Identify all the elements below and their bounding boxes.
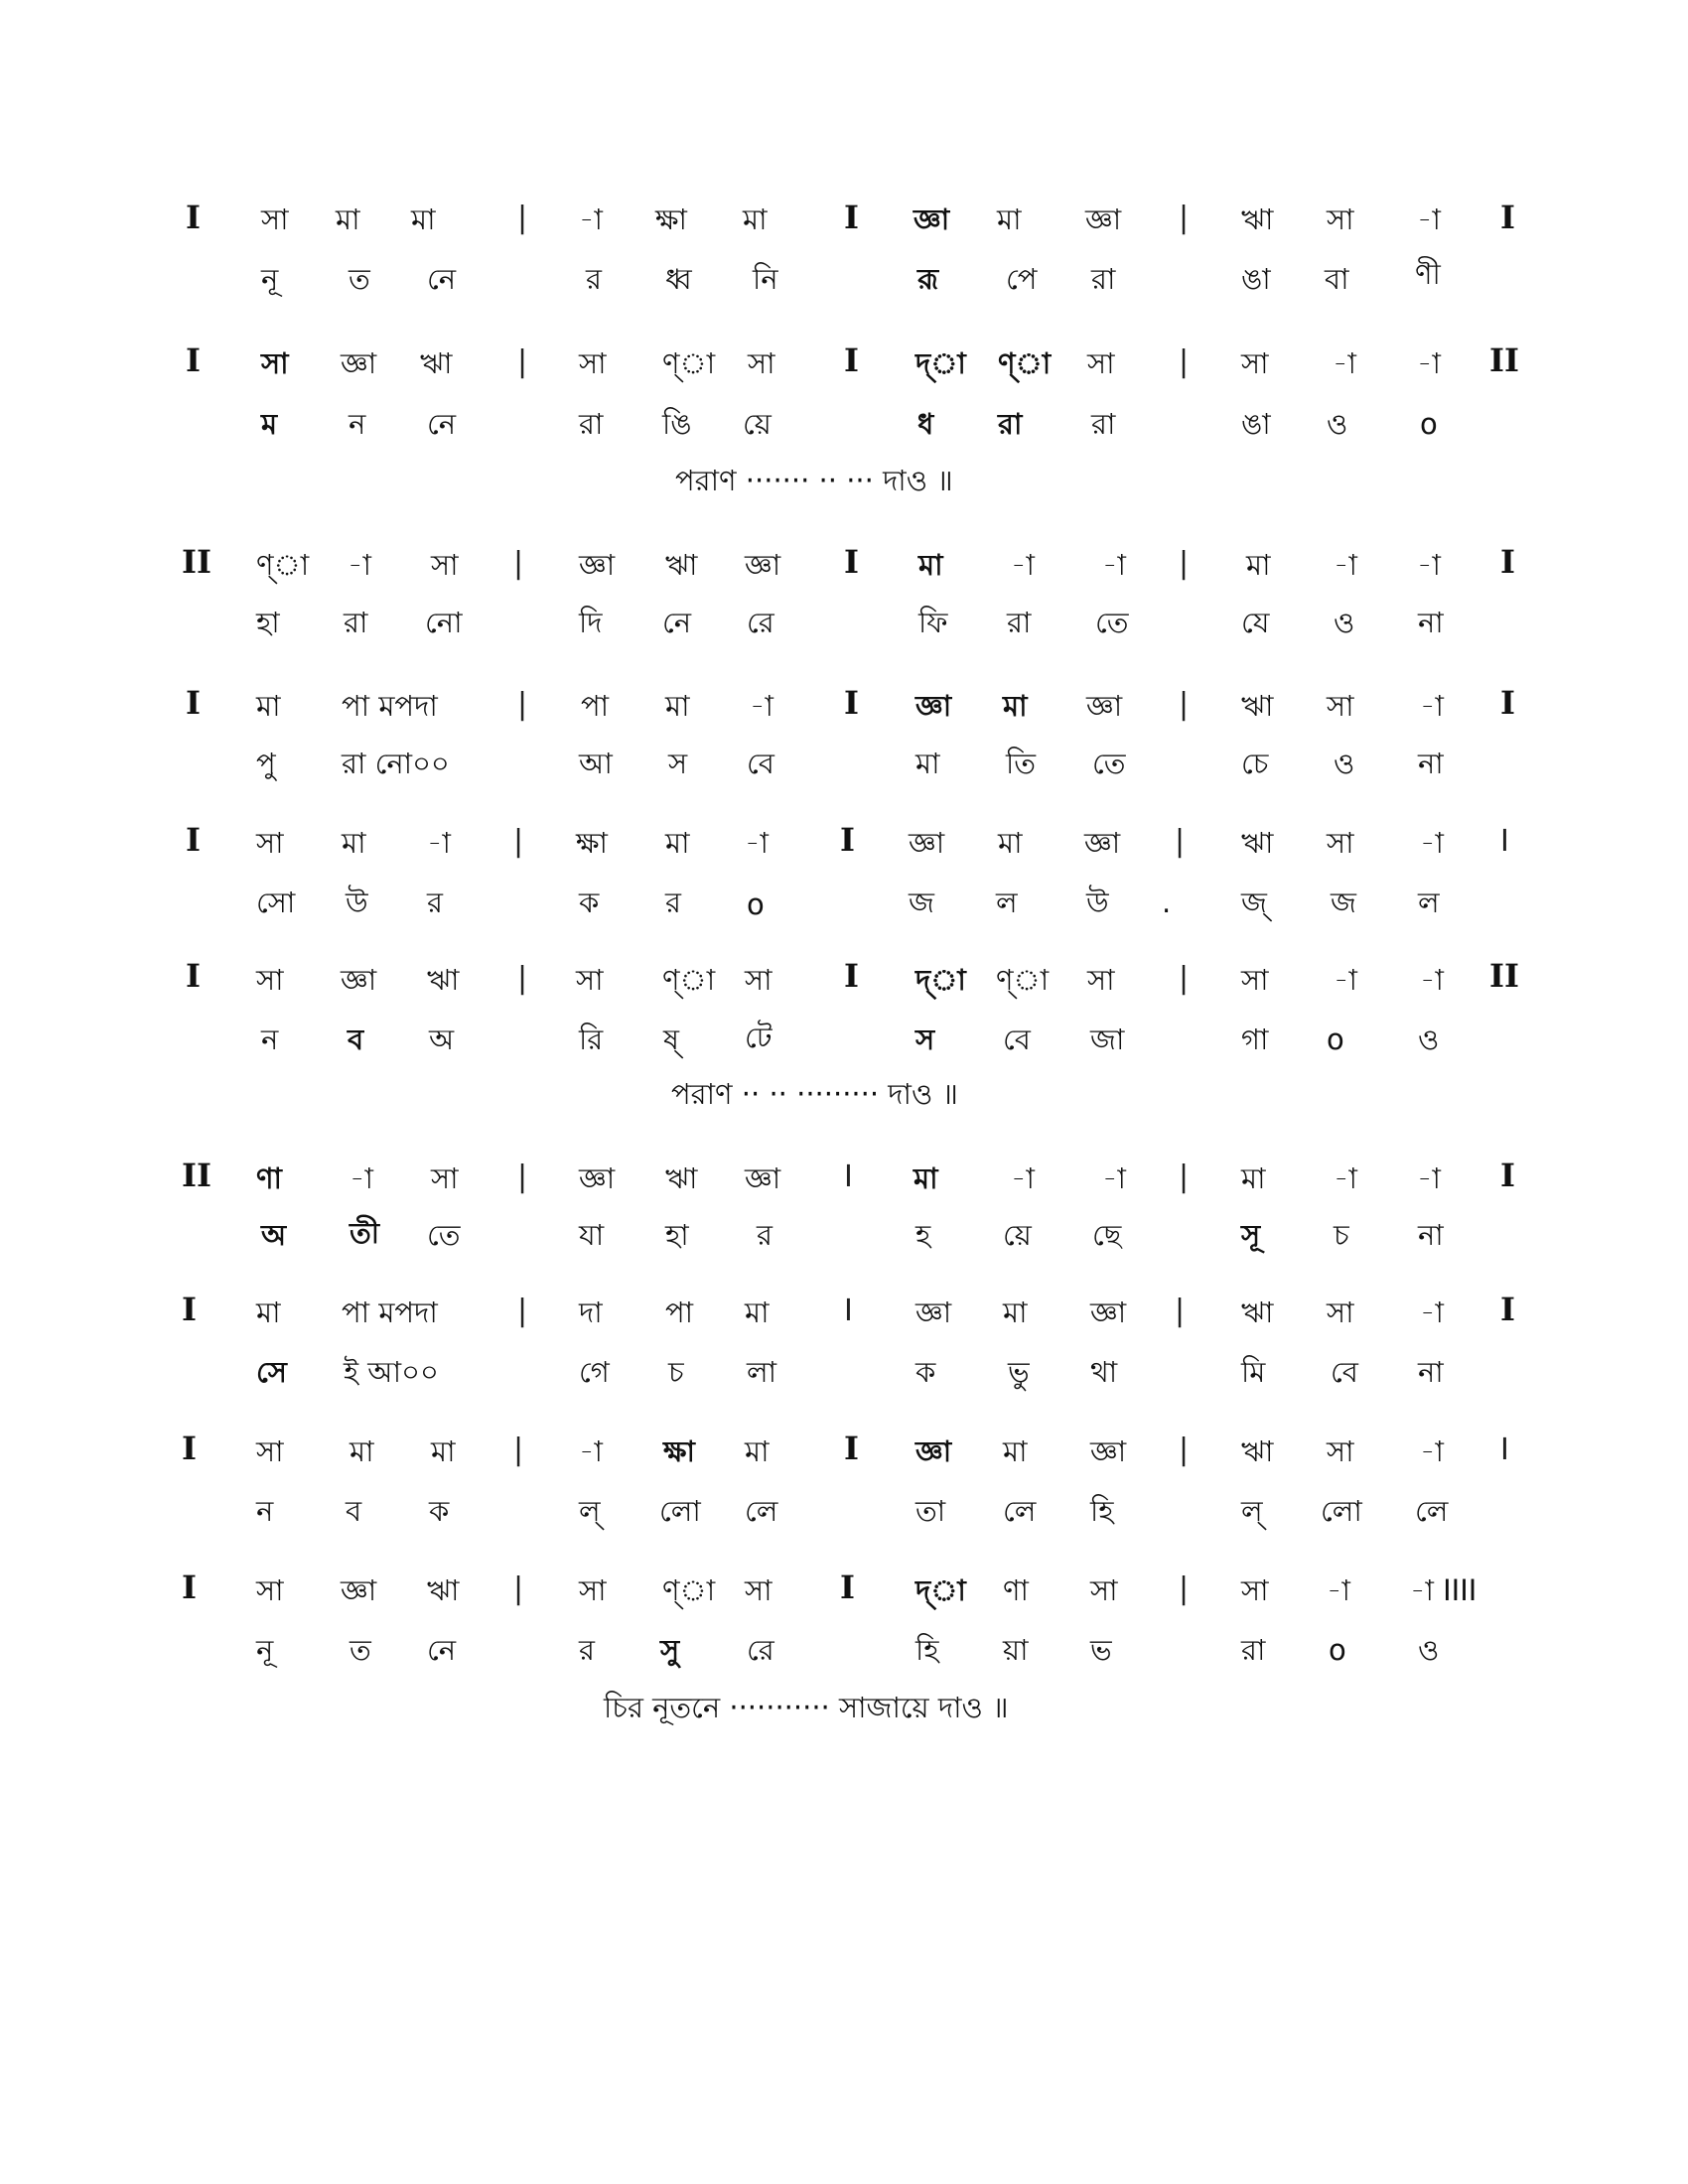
- swara-note: দ্া: [915, 1573, 966, 1607]
- lyric-syllable: রা: [1091, 262, 1116, 296]
- lyric-syllable: জ: [1331, 886, 1356, 919]
- bar-line: I: [1500, 1433, 1509, 1467]
- bar-line: I: [844, 543, 859, 581]
- lyric-syllable: বে: [1003, 1023, 1031, 1056]
- swara-note: ঋা: [1241, 1296, 1274, 1329]
- swara-note: মা: [1003, 1296, 1028, 1329]
- lyric-syllable: রা: [998, 407, 1023, 441]
- swara-note: সা: [579, 1573, 607, 1607]
- lyric-syllable: ও: [1418, 1023, 1440, 1056]
- lyric-syllable: র: [586, 262, 602, 296]
- beat-divider: |: [513, 1571, 524, 1606]
- lyric-syllable: ক: [579, 886, 600, 919]
- swara-note: মা: [336, 203, 360, 236]
- swara-note: মা: [918, 548, 943, 582]
- beat-divider: |: [513, 546, 524, 581]
- swara-note: সা: [1241, 1573, 1269, 1607]
- swara-note: -া: [1420, 1434, 1444, 1468]
- swara-note: সা: [256, 826, 284, 860]
- lyric-syllable: চ: [1334, 1218, 1349, 1252]
- swara-note: -া: [579, 1434, 603, 1468]
- swara-note: জ্ঞা: [915, 689, 952, 723]
- lyric-syllable: ও: [1334, 606, 1355, 639]
- swara-note: জ্ঞা: [745, 1161, 781, 1195]
- lyric-syllable: রি: [579, 1023, 604, 1056]
- lyric-syllable: o: [1420, 407, 1438, 441]
- swara-note: ঋা: [420, 346, 453, 380]
- lyric-syllable: o: [1329, 1633, 1346, 1667]
- swara-note: জ্ঞা: [909, 826, 945, 860]
- lyric-syllable: o: [1327, 1023, 1344, 1056]
- bar-line: I: [844, 341, 859, 379]
- swara-note: সা: [1241, 963, 1269, 997]
- swara-note: -া IIII: [1410, 1573, 1477, 1607]
- beat-divider: |: [1179, 201, 1190, 235]
- lyric-syllable: হ: [915, 1218, 931, 1252]
- swara-note: জ্ঞা: [1084, 826, 1121, 860]
- lyric-syllable: নে: [427, 1633, 457, 1667]
- bar-line: I: [186, 821, 201, 859]
- lyric-syllable: নে: [662, 606, 692, 639]
- swara-note: ক্ষা: [576, 826, 608, 860]
- lyric-syllable: বা: [1325, 262, 1349, 296]
- refrain-line: পরাণ ·· ·· ········· দাও ॥: [671, 1077, 958, 1111]
- swara-note: -া: [350, 1161, 373, 1195]
- bar-line: I: [1500, 199, 1515, 236]
- beat-divider: |: [1179, 961, 1190, 996]
- swara-note: -া: [1334, 548, 1357, 582]
- lyric-syllable: স: [915, 1023, 935, 1056]
- bar-line: II: [1489, 341, 1519, 379]
- beat-divider: |: [513, 1433, 524, 1467]
- swara-note: সা: [261, 203, 289, 236]
- lyric-syllable: নূ: [261, 262, 279, 296]
- lyric-syllable: লো: [1321, 1494, 1362, 1528]
- refrain-line: চির নূতনে ··········· সাজায়ে দাও ॥: [604, 1691, 1009, 1724]
- lyric-syllable: নে: [427, 262, 457, 296]
- lyric-syllable: ও: [1418, 1633, 1440, 1667]
- swara-note: মা: [914, 1161, 938, 1195]
- beat-divider: |: [517, 201, 528, 235]
- bar-line: I: [186, 957, 201, 995]
- swara-note: মা: [745, 1296, 770, 1329]
- lyric-syllable: যে: [1241, 606, 1270, 639]
- swara-note: জ্ঞা: [1090, 1296, 1127, 1329]
- lyric-syllable: র: [579, 1633, 595, 1667]
- swara-note: -া: [1334, 963, 1357, 997]
- lyric-syllable: য়ে: [1003, 1218, 1032, 1252]
- swara-note: দা: [579, 1296, 603, 1329]
- lyric-syllable: সূ: [1241, 1218, 1261, 1252]
- lyric-syllable: তে: [1092, 747, 1126, 780]
- lyric-syllable: ন: [349, 407, 366, 441]
- swara-note: দ্া: [915, 346, 966, 380]
- swara-note: -া: [750, 689, 774, 723]
- lyric-syllable: থা: [1090, 1355, 1118, 1389]
- swara-note: সা: [1241, 346, 1269, 380]
- lyric-syllable: ন: [261, 1023, 279, 1056]
- lyric-syllable: না: [1418, 1218, 1444, 1252]
- swara-note: সা: [576, 963, 604, 997]
- lyric-syllable: গা: [1241, 1023, 1269, 1056]
- swara-note: মা: [411, 203, 436, 236]
- swara-note: পা মপদা: [342, 1296, 438, 1329]
- lyric-syllable: র: [665, 886, 681, 919]
- swara-note: সা: [256, 963, 284, 997]
- lyric-syllable: রে: [747, 606, 774, 639]
- beat-divider: |: [1179, 1433, 1190, 1467]
- lyric-syllable: লা: [747, 1355, 777, 1389]
- swara-note: ণ্া: [256, 548, 310, 582]
- swara-note: জ্ঞা: [341, 963, 377, 997]
- bar-line: II: [182, 1157, 211, 1194]
- beat-divider: |: [517, 687, 528, 722]
- bar-line: I: [844, 957, 859, 995]
- swara-note: -া: [1334, 1161, 1357, 1195]
- lyric-syllable: ল্: [1241, 1494, 1263, 1528]
- lyric-syllable: ল: [996, 886, 1018, 919]
- swara-note: সা: [745, 1573, 773, 1607]
- swara-note: -া: [1417, 548, 1441, 582]
- bar-line: I: [844, 684, 859, 722]
- swara-note: সা: [1327, 689, 1354, 723]
- lyric-syllable: রে: [747, 1633, 774, 1667]
- swara-note: মা: [1246, 548, 1271, 582]
- lyric-syllable: হা: [256, 606, 280, 639]
- swara-note: -া: [1420, 963, 1444, 997]
- swara-note: জ্ঞা: [1085, 203, 1122, 236]
- lyric-syllable: তে: [427, 1218, 461, 1252]
- lyric-syllable: ফি: [918, 606, 948, 639]
- lyric-syllable: না: [1418, 1355, 1444, 1389]
- swara-note: সা: [261, 346, 289, 380]
- swara-note: -া: [1102, 1161, 1126, 1195]
- lyric-syllable: ল্: [579, 1494, 601, 1528]
- lyric-syllable: জ্: [1241, 886, 1267, 919]
- swara-note: সা: [431, 1161, 459, 1195]
- swara-note: মা: [256, 1296, 281, 1329]
- swara-note: মা: [256, 689, 281, 723]
- swara-note: ণা: [1003, 1573, 1029, 1607]
- swara-note: -া: [1327, 1573, 1350, 1607]
- beat-divider: |: [1179, 687, 1190, 722]
- swara-note: -া: [579, 203, 603, 236]
- lyric-syllable: ধ: [917, 407, 934, 441]
- lyric-syllable: পু: [256, 747, 276, 780]
- lyric-syllable: মা: [915, 747, 940, 780]
- swara-note: ণ্া: [662, 1573, 716, 1607]
- lyric-syllable: ব: [348, 1023, 364, 1056]
- bar-line: I: [1500, 1157, 1515, 1194]
- bar-line: I: [186, 199, 201, 236]
- lyric-syllable: ষ্: [663, 1023, 679, 1056]
- beat-divider: |: [517, 1294, 528, 1328]
- lyric-syllable: রা: [1091, 407, 1116, 441]
- lyric-syllable: নো: [425, 606, 463, 639]
- swara-note: জ্ঞা: [745, 548, 781, 582]
- lyric-syllable: ভু: [1008, 1355, 1030, 1389]
- beat-divider: |: [1175, 824, 1186, 859]
- swara-note: মা: [665, 826, 690, 860]
- lyric-syllable: রা: [1007, 606, 1032, 639]
- lyric-syllable: রা নো০০: [342, 747, 450, 780]
- bar-line: I: [1500, 684, 1515, 722]
- lyric-syllable: র: [427, 886, 443, 919]
- swara-note: ঋা: [1241, 826, 1274, 860]
- swara-note: জ্ঞা: [1086, 689, 1123, 723]
- bar-line: I: [186, 684, 201, 722]
- swara-note: সা: [256, 1573, 284, 1607]
- bar-line: I: [1500, 543, 1515, 581]
- lyric-syllable: উ: [1086, 886, 1109, 919]
- lyric-syllable: নে: [427, 407, 457, 441]
- swara-note: মা: [1241, 1161, 1266, 1195]
- swara-note: ঋা: [665, 548, 698, 582]
- lyric-syllable: উ: [346, 886, 368, 919]
- swara-note: -া: [1417, 203, 1441, 236]
- swara-note: মা: [745, 1434, 770, 1468]
- swara-note: পা মপদা: [342, 689, 438, 723]
- beat-divider: |: [1179, 1160, 1190, 1194]
- lyric-syllable: অ: [261, 1218, 287, 1252]
- lyric-syllable: চে: [1241, 747, 1269, 780]
- swara-note: জ্ঞা: [1090, 1434, 1127, 1468]
- swara-note: সা: [1327, 203, 1354, 236]
- swara-note: সা: [1327, 826, 1354, 860]
- lyric-syllable: ক: [915, 1355, 936, 1389]
- bar-line: I: [1500, 824, 1509, 859]
- swara-note: ঋা: [1241, 203, 1274, 236]
- swara-note: জ্ঞা: [914, 203, 950, 236]
- lyric-syllable: রা: [579, 407, 604, 441]
- lyric-syllable: অ: [429, 1023, 455, 1056]
- beat-divider: I: [844, 1160, 853, 1194]
- lyric-syllable: ই আ০০: [344, 1355, 439, 1389]
- lyric-syllable: ত: [350, 1633, 371, 1667]
- bar-line: I: [844, 199, 859, 236]
- lyric-syllable: ভ: [1090, 1633, 1112, 1667]
- lyric-syllable: .: [1162, 886, 1172, 919]
- swara-note: -া: [745, 826, 769, 860]
- swara-note: সা: [579, 346, 607, 380]
- lyric-syllable: পে: [1006, 262, 1038, 296]
- swara-note: মা: [665, 689, 690, 723]
- lyric-syllable: ক: [429, 1494, 450, 1528]
- swara-note: সা: [745, 963, 773, 997]
- lyric-syllable: বে: [1331, 1355, 1358, 1389]
- beat-divider: |: [1179, 546, 1190, 581]
- bar-line: I: [844, 1430, 859, 1467]
- swara-note: জ্ঞা: [579, 1161, 616, 1195]
- lyric-syllable: গে: [579, 1355, 610, 1389]
- lyric-syllable: মি: [1241, 1355, 1266, 1389]
- swara-note: জ্ঞা: [915, 1434, 952, 1468]
- swara-note: ণা: [256, 1161, 282, 1195]
- beat-divider: |: [513, 824, 524, 859]
- lyric-syllable: তী: [350, 1216, 380, 1250]
- swara-note: ঋা: [1241, 1434, 1274, 1468]
- lyric-syllable: ঙা: [1241, 407, 1271, 441]
- lyric-syllable: তি: [1006, 747, 1037, 780]
- lyric-syllable: সো: [256, 886, 296, 919]
- lyric-syllable: টে: [745, 1021, 773, 1054]
- swara-note: সা: [748, 346, 775, 380]
- bar-line: I: [840, 821, 855, 859]
- lyric-syllable: নূ: [256, 1633, 274, 1667]
- swara-note: -া: [1011, 548, 1035, 582]
- swara-note: সা: [1087, 346, 1115, 380]
- lyric-syllable: যা: [579, 1218, 605, 1252]
- lyric-syllable: ও: [1334, 747, 1355, 780]
- swara-note: -া: [1102, 548, 1126, 582]
- swara-note: দ্া: [915, 963, 966, 997]
- bar-line: I: [186, 341, 201, 379]
- lyric-syllable: লে: [1003, 1494, 1037, 1528]
- swara-note: ক্ষা: [655, 203, 687, 236]
- beat-divider: |: [517, 961, 528, 996]
- lyric-syllable: চ: [668, 1355, 684, 1389]
- swara-note: মা: [743, 203, 768, 236]
- lyric-syllable: ত: [349, 262, 370, 296]
- swara-note: ঋা: [1241, 689, 1274, 723]
- lyric-syllable: ঙা: [1241, 262, 1271, 296]
- lyric-syllable: জ: [909, 886, 934, 919]
- swara-note: ণ্া: [662, 346, 716, 380]
- swara-note: মা: [1003, 689, 1028, 723]
- swara-note: পা: [665, 1296, 694, 1329]
- swara-note: সা: [1090, 1573, 1118, 1607]
- bar-line: II: [1489, 957, 1519, 995]
- swara-note: জ্ঞা: [341, 346, 377, 380]
- swara-note: -া: [348, 548, 371, 582]
- swara-note: -া: [1417, 1161, 1441, 1195]
- lyric-syllable: ধ্ব: [665, 262, 692, 296]
- beat-divider: I: [844, 1294, 853, 1328]
- lyric-syllable: ছে: [1092, 1218, 1122, 1252]
- bar-line: I: [182, 1569, 197, 1606]
- swara-note: জ্ঞা: [915, 1296, 952, 1329]
- lyric-syllable: তা: [915, 1494, 946, 1528]
- lyric-syllable: আ: [579, 747, 613, 780]
- lyric-syllable: রূ: [917, 262, 939, 296]
- swara-note: ণ্া: [662, 963, 716, 997]
- lyric-syllable: ণী: [1415, 257, 1441, 291]
- swara-note: -া: [1417, 346, 1441, 380]
- lyric-syllable: হা: [665, 1218, 689, 1252]
- lyric-syllable: না: [1418, 606, 1444, 639]
- swara-note: মা: [431, 1434, 456, 1468]
- lyric-syllable: স: [668, 747, 688, 780]
- bar-line: I: [182, 1291, 197, 1328]
- swara-note: সা: [431, 548, 459, 582]
- beat-divider: |: [517, 344, 528, 379]
- swara-note: পা: [581, 689, 610, 723]
- refrain-line: পরাণ ······· ·· ··· দাও ॥: [675, 464, 953, 497]
- swara-note: সা: [256, 1434, 284, 1468]
- swara-note: ঋা: [427, 1573, 460, 1607]
- swara-note: ঋা: [665, 1161, 698, 1195]
- beat-divider: |: [1179, 1571, 1190, 1606]
- lyric-syllable: নি: [753, 262, 778, 296]
- swara-note: -া: [1420, 1296, 1444, 1329]
- swara-note: জ্ঞা: [341, 1573, 377, 1607]
- lyric-syllable: ন: [256, 1494, 274, 1528]
- lyric-syllable: হি: [1090, 1494, 1114, 1528]
- lyric-syllable: য়ে: [743, 407, 772, 441]
- swara-note: মা: [998, 826, 1023, 860]
- swara-note: ণ্া: [996, 963, 1050, 997]
- lyric-syllable: o: [747, 887, 765, 921]
- bar-line: II: [182, 543, 211, 581]
- swara-note: জ্ঞা: [579, 548, 616, 582]
- lyric-syllable: লে: [745, 1494, 778, 1528]
- lyric-syllable: রা: [344, 606, 368, 639]
- swara-note: ঋা: [427, 963, 460, 997]
- bar-line: I: [1500, 1291, 1515, 1328]
- swara-note: -া: [1333, 346, 1356, 380]
- swara-note: -া: [427, 826, 451, 860]
- swara-note: মা: [1003, 1434, 1028, 1468]
- swara-note: মা: [350, 1434, 374, 1468]
- lyric-syllable: সু: [660, 1633, 680, 1667]
- swara-note: -া: [1420, 826, 1444, 860]
- swara-note: সা: [1327, 1434, 1354, 1468]
- lyric-syllable: লে: [1415, 1494, 1449, 1528]
- lyric-syllable: ব: [346, 1494, 362, 1528]
- lyric-syllable: রা: [1241, 1633, 1266, 1667]
- lyric-syllable: ল: [1418, 886, 1440, 919]
- lyric-syllable: লো: [659, 1494, 701, 1528]
- swara-note: সা: [1327, 1296, 1354, 1329]
- lyric-syllable: ও: [1327, 407, 1348, 441]
- swara-note: ণ্া: [998, 346, 1052, 380]
- swara-note: সা: [1087, 963, 1115, 997]
- swara-note: ক্ষা: [663, 1434, 695, 1468]
- lyric-syllable: ম: [261, 407, 278, 441]
- lyric-syllable: তে: [1095, 606, 1129, 639]
- lyric-syllable: বে: [747, 747, 774, 780]
- lyric-syllable: য়া: [1003, 1633, 1029, 1667]
- beat-divider: |: [1175, 1294, 1186, 1328]
- lyric-syllable: দি: [579, 606, 603, 639]
- lyric-syllable: সে: [256, 1355, 287, 1389]
- bar-line: I: [840, 1569, 855, 1606]
- beat-divider: |: [517, 1160, 528, 1194]
- swara-note: মা: [342, 826, 366, 860]
- swara-note: মা: [997, 203, 1022, 236]
- swara-note: -া: [1420, 689, 1444, 723]
- bar-line: I: [182, 1430, 197, 1467]
- beat-divider: |: [1179, 344, 1190, 379]
- lyric-syllable: জা: [1090, 1023, 1125, 1056]
- lyric-syllable: র: [757, 1218, 773, 1252]
- lyric-syllable: হি: [915, 1633, 939, 1667]
- lyric-syllable: ঙি: [662, 407, 692, 441]
- swara-note: -া: [1011, 1161, 1035, 1195]
- lyric-syllable: না: [1418, 747, 1444, 780]
